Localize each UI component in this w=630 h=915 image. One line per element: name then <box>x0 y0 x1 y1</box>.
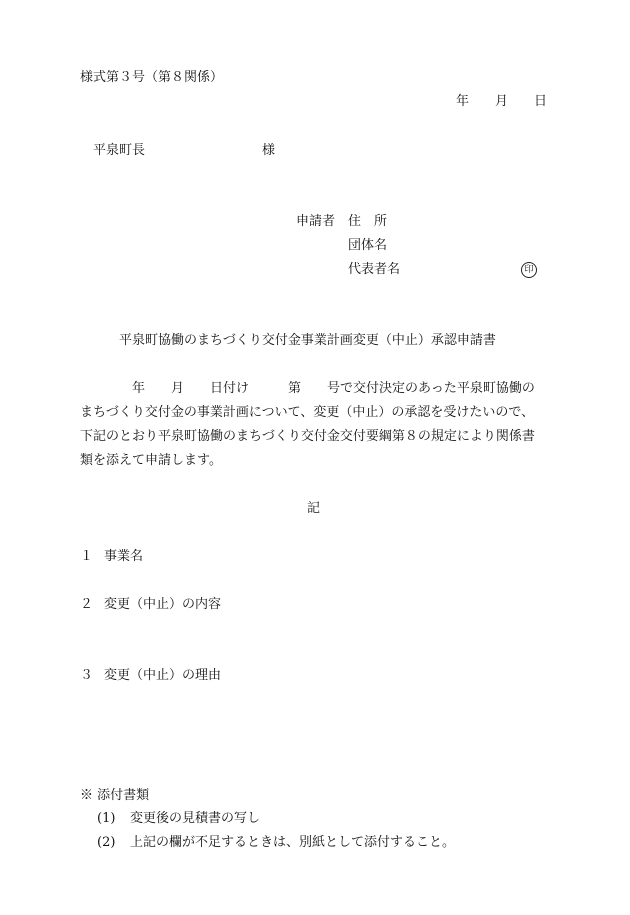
document-title: 平泉町協働のまちづくり交付金事業計画変更（中止）承認申請書 <box>119 333 496 348</box>
body-line: まちづくり交付金の事業計画について、変更（中止）の承認を受けたいので、 <box>80 405 535 420</box>
form-number: 様式第３号（第８関係） <box>80 70 224 85</box>
item-label: 変更（中止）の理由 <box>104 668 222 683</box>
addressee: 平泉町長 様 <box>93 143 276 158</box>
item-number: １ <box>80 549 94 564</box>
attachment-text: 変更後の見積書の写し <box>130 811 261 826</box>
item-label: 変更（中止）の内容 <box>104 597 222 612</box>
attachment-number: (2) <box>97 835 116 850</box>
attachments-heading: ※ 添付書類 <box>80 788 150 803</box>
body-line: 下記のとおり平泉町協働のまちづくり交付金交付要綱第８の規定により関係書 <box>80 429 535 444</box>
attachment-number: (1) <box>97 811 116 826</box>
applicant-label: 申請者 <box>296 214 336 229</box>
item-number: ３ <box>80 668 94 683</box>
item-number: ２ <box>80 597 94 612</box>
item-label: 事業名 <box>104 549 144 564</box>
representative-label: 代表者名 <box>348 262 401 277</box>
address-label: 住 所 <box>348 214 388 229</box>
seal-mark: 印 <box>521 262 537 278</box>
body-line: 類を添えて申請します。 <box>80 453 222 468</box>
date-line: 年 月 日 <box>456 94 548 109</box>
org-name-label: 団体名 <box>348 238 388 253</box>
attachment-text: 上記の欄が不足するときは、別紙として添付すること。 <box>130 835 456 850</box>
body-line: 年 月 日付け 第 号で交付決定のあった平泉町協働の <box>80 381 535 396</box>
ki-heading: 記 <box>307 501 321 516</box>
